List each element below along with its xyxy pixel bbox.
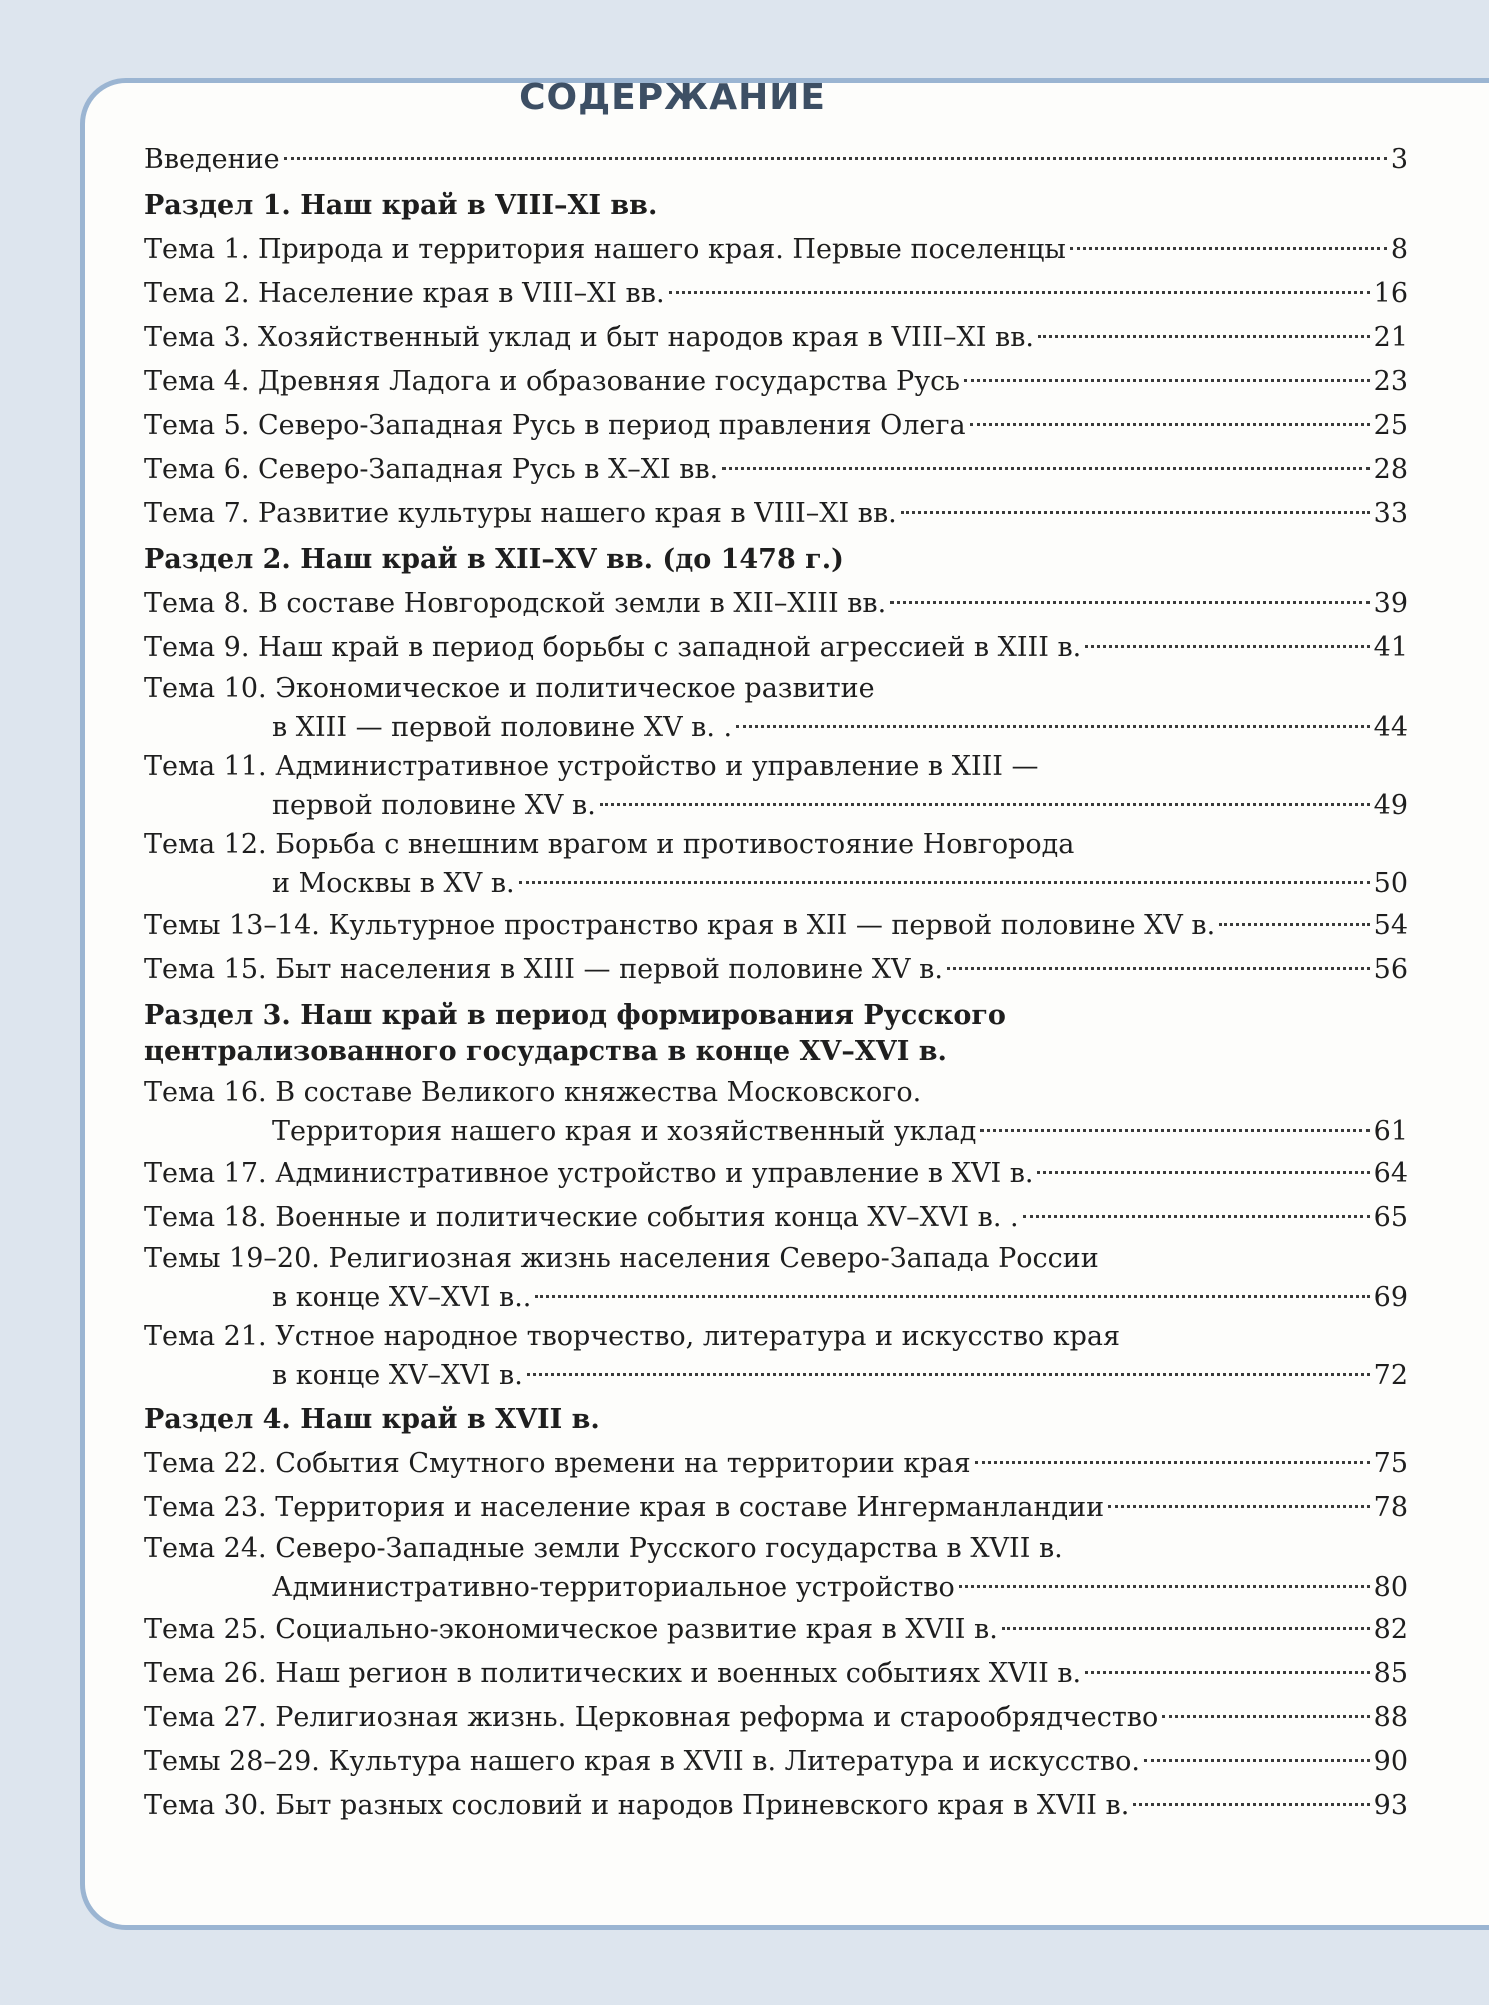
toc-entry-label: Введение: [144, 144, 280, 175]
section-heading-line: Раздел 1. Наш край в VIII–XI вв.: [144, 190, 658, 221]
toc-entry[interactable]: [144, 1530, 1408, 1608]
toc-entry-page: 85: [1373, 1658, 1408, 1689]
toc-entry-label-continued: в XIII — первой половине XV в. .: [272, 712, 733, 743]
toc-entry-page: 54: [1373, 910, 1408, 941]
section-heading[interactable]: [144, 1402, 1408, 1442]
dot-leader: [519, 881, 1370, 884]
dot-leader: [1219, 923, 1369, 926]
toc-entry-page: 65: [1373, 1202, 1408, 1233]
toc-entry-page: 21: [1373, 322, 1408, 353]
toc-entry-page: 44: [1373, 712, 1408, 743]
dot-leader: [890, 601, 1369, 604]
toc-entry[interactable]: [144, 492, 1408, 536]
section-heading[interactable]: [144, 542, 1408, 582]
toc-entry-label-continued: Территория нашего края и хозяйственный уклад: [272, 1116, 977, 1147]
toc-entry-page: 90: [1373, 1746, 1408, 1777]
toc-entry-label: Тема 12. Борьба с внешним врагом и противостояние Новгорода: [144, 829, 1075, 860]
toc-entry[interactable]: [144, 826, 1408, 904]
toc-entry-label: Тема 23. Территория и население края в составе Ингерманландии: [144, 1492, 1105, 1523]
dot-leader: [722, 467, 1369, 470]
toc-entry-label: Тема 22. События Смутного времени на территории края: [144, 1448, 971, 1479]
dot-leader: [964, 379, 1370, 382]
toc-entry[interactable]: [144, 1652, 1408, 1696]
toc-entry-page: 39: [1373, 588, 1408, 619]
toc-entry-page: 61: [1373, 1116, 1408, 1147]
toc-entry-label: Темы 19–20. Религиозная жизнь населения Северо-Запада России: [144, 1243, 1099, 1274]
table-of-contents: [144, 138, 1408, 1828]
dot-leader: [970, 423, 1370, 426]
toc-entry-page: 56: [1373, 954, 1408, 985]
toc-entry[interactable]: [144, 1318, 1408, 1396]
toc-entry-label: Тема 3. Хозяйственный уклад и быт народов края в VIII–XI вв.: [144, 322, 1034, 353]
toc-entry[interactable]: [144, 1240, 1408, 1318]
toc-entry-page: 80: [1373, 1572, 1408, 1603]
toc-entry-page: 82: [1373, 1614, 1408, 1645]
toc-entry[interactable]: [144, 582, 1408, 626]
dot-leader: [1070, 247, 1387, 250]
dot-leader: [947, 967, 1370, 970]
toc-entry-label: Тема 6. Северо-Западная Русь в X–XI вв.: [144, 454, 719, 485]
dot-leader: [975, 1461, 1370, 1464]
dot-leader: [1162, 1715, 1369, 1718]
toc-entry-page: 41: [1373, 632, 1408, 663]
toc-entry[interactable]: [144, 1152, 1408, 1196]
dot-leader: [959, 1585, 1370, 1588]
toc-entry-label: Тема 9. Наш край в период борьбы с западной агрессией в XIII в.: [144, 632, 1082, 663]
dot-leader: [1023, 1215, 1370, 1218]
toc-entry-label: Тема 21. Устное народное творчество, литература и искусство края: [144, 1321, 1121, 1352]
toc-entry-label: Тема 15. Быт населения в XIII — первой половине XV в.: [144, 954, 943, 985]
toc-entry[interactable]: [144, 272, 1408, 316]
toc-entry-label: Тема 25. Социально-экономическое развитие края в XVII в.: [144, 1614, 998, 1645]
toc-entry-page: 28: [1373, 454, 1408, 485]
toc-entry[interactable]: [144, 948, 1408, 992]
toc-entry[interactable]: [144, 448, 1408, 492]
dot-leader: [1133, 1803, 1369, 1806]
toc-entry-page: 88: [1373, 1702, 1408, 1733]
toc-entry[interactable]: [144, 1196, 1408, 1240]
toc-entry-label-continued: в конце XV–XVI в..: [272, 1282, 532, 1313]
toc-entry[interactable]: [144, 1696, 1408, 1740]
toc-entry-label-continued: и Москвы в XV в.: [272, 868, 515, 899]
toc-entry[interactable]: [144, 360, 1408, 404]
dot-leader: [736, 725, 1370, 728]
section-heading[interactable]: [144, 188, 1408, 228]
dot-leader: [1085, 1671, 1370, 1674]
dot-leader: [1085, 645, 1369, 648]
dot-leader: [901, 511, 1370, 514]
toc-entry-page: 23: [1373, 366, 1408, 397]
toc-entry[interactable]: [144, 670, 1408, 748]
toc-entry-page: 93: [1373, 1790, 1408, 1821]
toc-entry-label: Тема 16. В составе Великого княжества Московского.: [144, 1077, 922, 1108]
page-title: СОДЕРЖАНИЕ: [519, 77, 826, 118]
dot-leader: [1037, 1171, 1369, 1174]
toc-entry-page: 50: [1373, 868, 1408, 899]
toc-entry-page: 72: [1373, 1360, 1408, 1391]
dot-leader: [1038, 335, 1370, 338]
toc-entry[interactable]: [144, 1608, 1408, 1652]
section-heading-line: Раздел 3. Наш край в период формирования Русского: [144, 1000, 1006, 1031]
toc-entry[interactable]: [144, 748, 1408, 826]
toc-entry[interactable]: [144, 228, 1408, 272]
toc-entry-page: 33: [1373, 498, 1408, 529]
dot-leader: [527, 1373, 1370, 1376]
section-heading[interactable]: [144, 998, 1408, 1074]
dot-leader: [669, 291, 1370, 294]
toc-entry-label: Тема 27. Религиозная жизнь. Церковная реформа и старообрядчество: [144, 1702, 1159, 1733]
dot-leader: [1144, 1759, 1370, 1762]
toc-entry-label: Тема 24. Северо-Западные земли Русского государства в XVII в.: [144, 1533, 1063, 1564]
dot-leader: [1002, 1627, 1370, 1630]
toc-entry-page: 69: [1373, 1282, 1408, 1313]
dot-leader: [284, 157, 1387, 160]
toc-entry-label: Тема 10. Экономическое и политическое развитие: [144, 673, 875, 704]
toc-entry-label: Тема 18. Военные и политические события конца XV–XVI в. .: [144, 1202, 1019, 1233]
toc-entry-label-continued: Административно-территориальное устройство: [272, 1572, 955, 1603]
toc-entry-label: Тема 5. Северо-Западная Русь в период правления Олега: [144, 410, 966, 441]
toc-entry-page: 25: [1373, 410, 1408, 441]
toc-entry-page: 8: [1390, 234, 1408, 265]
toc-entry-page: 3: [1390, 144, 1408, 175]
dot-leader: [1108, 1505, 1370, 1508]
toc-entry-label: Темы 28–29. Культура нашего края в XVII в. Литература и искусство.: [144, 1746, 1140, 1777]
toc-entry-label: Тема 11. Административное устройство и управление в XIII —: [144, 751, 1039, 782]
section-heading-line: централизованного государства в конце XV–XVI в.: [144, 1036, 947, 1067]
toc-entry-page: 64: [1373, 1158, 1408, 1189]
toc-entry-label: Тема 1. Природа и территория нашего края. Первые поселенцы: [144, 234, 1066, 265]
section-heading-line: Раздел 4. Наш край в XVII в.: [144, 1404, 600, 1435]
toc-entry-page: 16: [1373, 278, 1408, 309]
toc-entry[interactable]: [144, 404, 1408, 448]
toc-entry-page: 49: [1373, 790, 1408, 821]
toc-entry-label: Тема 30. Быт разных сословий и народов Приневского края в XVII в.: [144, 1790, 1130, 1821]
toc-entry-label: Темы 13–14. Культурное пространство края в XII — первой половине XV в.: [144, 910, 1216, 941]
toc-entry[interactable]: [144, 1784, 1408, 1828]
toc-entry[interactable]: [144, 316, 1408, 360]
toc-entry-label: Тема 2. Население края в VIII–XI вв.: [144, 278, 665, 309]
toc-entry-page: 75: [1373, 1448, 1408, 1479]
toc-entry[interactable]: [144, 626, 1408, 670]
dot-leader: [535, 1295, 1369, 1298]
dot-leader: [600, 803, 1370, 806]
toc-entry-page: 78: [1373, 1492, 1408, 1523]
dot-leader: [980, 1129, 1369, 1132]
toc-entry-label: Тема 4. Древняя Ладога и образование государства Русь: [144, 366, 960, 397]
toc-entry-intro[interactable]: [144, 138, 1408, 182]
toc-entry[interactable]: [144, 1074, 1408, 1152]
toc-entry-label-continued: в конце XV–XVI в.: [272, 1360, 523, 1391]
toc-entry[interactable]: [144, 1486, 1408, 1530]
toc-entry-label: Тема 17. Административное устройство и управление в XVI в.: [144, 1158, 1034, 1189]
toc-entry-label: Тема 7. Развитие культуры нашего края в VIII–XI вв.: [144, 498, 897, 529]
toc-entry-label-continued: первой половине XV в.: [272, 790, 596, 821]
section-heading-line: Раздел 2. Наш край в XII–XV вв. (до 1478 г.): [144, 544, 844, 575]
toc-entry-label: Тема 26. Наш регион в политических и военных событиях XVII в.: [144, 1658, 1082, 1689]
toc-entry-label: Тема 8. В составе Новгородской земли в XII–XIII вв.: [144, 588, 887, 619]
toc-entry[interactable]: [144, 904, 1408, 948]
toc-entry[interactable]: [144, 1740, 1408, 1784]
toc-entry[interactable]: [144, 1442, 1408, 1486]
